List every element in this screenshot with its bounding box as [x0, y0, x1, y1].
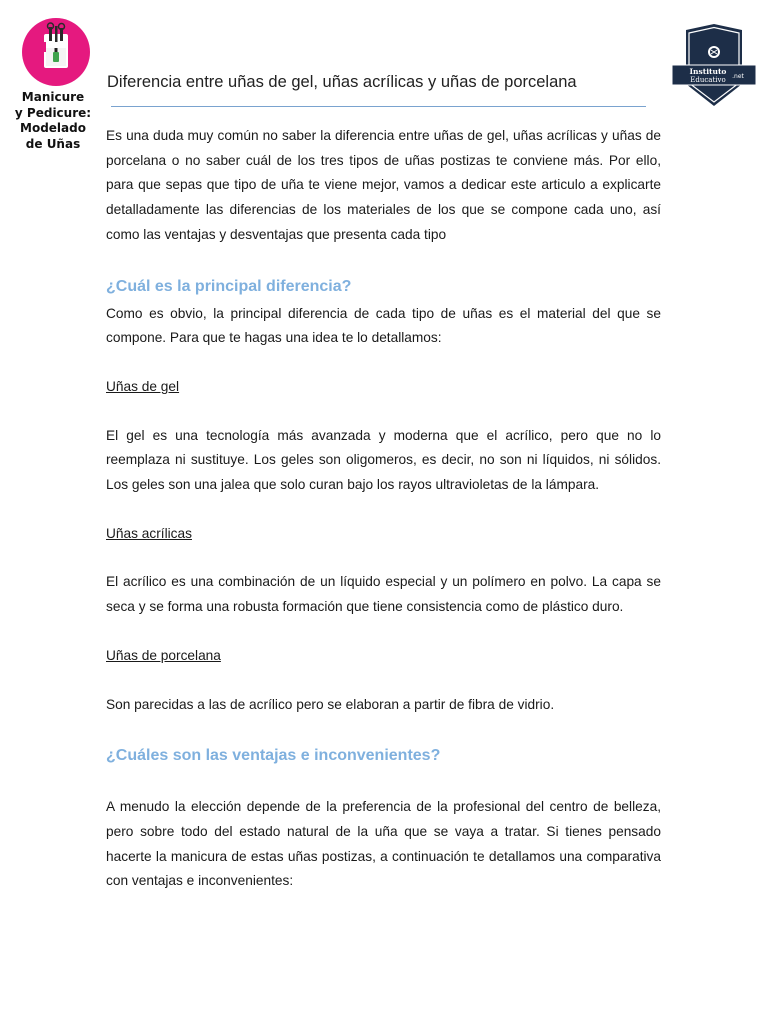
manicure-logo-icon	[22, 18, 90, 86]
heading-pros-cons: ¿Cuáles son las ventajas e inconvenientes?	[106, 747, 441, 765]
logo-line-1: Instituto	[689, 67, 727, 76]
porcelain-paragraph: Son parecidas a las de acrílico pero se elaboran a partir de fibra de vidrio.	[106, 696, 555, 712]
logo-suffix: .net	[732, 73, 744, 80]
acrylic-subheading: Uñas acrílicas	[106, 525, 192, 541]
gel-subheading: Uñas de gel	[106, 378, 180, 394]
heading-difference: ¿Cuál es la principal diferencia?	[106, 277, 352, 295]
intro-paragraph: Es una duda muy común no saber la diferencia entre uñas de gel, uñas acrílicas y uñas de porcelana o no saber cuál de los tres tipos de uñas postizas te conviene más. Por ello, para que sepas que tipo de uña te viene mejor, vamos a dedicar este articulo a explicarte detalladamente las diferencias de los materiales de los que se compone cada uno, así como las ventajas y desventajas que presenta cada tipo	[106, 128, 661, 242]
pros-cons-paragraph: A menudo la elección depende de la preferencia de la profesional del centro de belleza, pero sobre todo del estado natural de la uña que se vaya a tratar. Si tienes pensado hacerte la manicura de estas uñas postizas, a continuación te detallamos una comparativa con ventajas e inconvenientes:	[106, 799, 661, 889]
logo-caption-line: Modelado	[20, 121, 86, 135]
gel-paragraph: El gel es una tecnología más avanzada y moderna que el acrílico, pero que no lo reemplaza ni sustituye. Los geles son oligomeros, es decir, no son ni líquidos, ni sólidos. Los geles son una jalea que solo curan bajo los rayos ultravioletas de la lámpara.	[106, 427, 661, 493]
logo-line-2: Educativo	[690, 76, 726, 84]
difference-paragraph: Como es obvio, la principal diferencia de cada tipo de uñas es el material del que se compone. Para que te hagas una idea te lo detallamos:	[106, 305, 661, 346]
logo-caption	[8, 90, 98, 152]
logo-caption-line: de Uñas	[25, 136, 81, 151]
document-body	[106, 124, 661, 894]
instituto-educativo-shield-icon	[670, 22, 758, 108]
logo-caption-line: Manicure	[21, 90, 85, 104]
acrylic-paragraph: El acrílico es una combinación de un líquido especial y un polímero en polvo. La capa se seca y se forma una robusta formación que tiene consistencia como de plástico duro.	[106, 574, 661, 615]
title-divider	[111, 106, 646, 107]
page-title: Diferencia entre uñas de gel, uñas acrílicas y uñas de porcelana	[107, 73, 577, 91]
logo-caption-line: y Pedicure:	[14, 105, 92, 120]
porcelain-subheading: Uñas de porcelana	[106, 647, 221, 663]
